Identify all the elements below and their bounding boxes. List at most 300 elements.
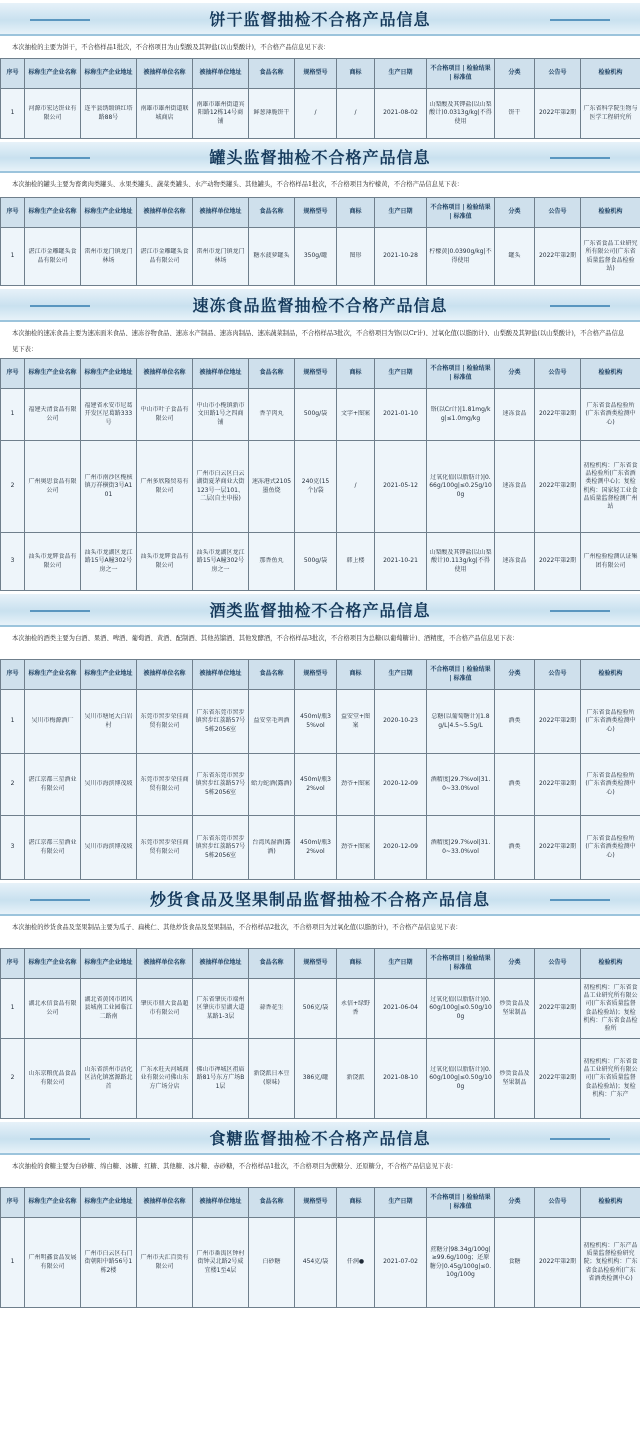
cell-text: 肇庆市鼎大食品超市有限公司	[140, 1000, 189, 1016]
cell-text: /	[354, 109, 357, 117]
table-cell	[427, 1039, 495, 1119]
table-cell	[581, 441, 640, 533]
cell-text: 南雄市雄州街道宾阳路12栋14号商铺	[196, 101, 245, 125]
table-cell	[249, 389, 295, 441]
column-header: 商标	[337, 660, 375, 690]
column-header: 被抽样单位名称	[137, 198, 193, 228]
cell-text: 2022年第2期	[538, 1074, 577, 1082]
table-cell	[495, 1039, 535, 1119]
table-cell	[1, 389, 25, 441]
cell-text: 2020-12-09	[383, 780, 418, 788]
cell-text: 湛江京都三星酒业有限公司	[28, 839, 77, 855]
section-intro: 本次抽检的罐头主要为畜禽肉类罐头、水果类罐头、蔬菜类罐头、水产动物类罐头、其他罐头，不合格样品1批次，不合格项目为柠檬黄，不合格产品信息见下表：	[12, 181, 464, 188]
cell-text: 2021-08-02	[383, 109, 418, 117]
cell-text: 广东省东莞市窖步镇窖步红荔路57号5栋2056室	[195, 772, 246, 796]
cell-text: 柠檬黄|0.0390g/kg|不得使用	[429, 248, 492, 264]
column-header: 标称生产企业名称	[25, 660, 81, 690]
table-cell	[81, 754, 137, 816]
cell-text: 劲爷+图案	[340, 780, 371, 788]
cell-text: 吴川市海滨博茂坡	[84, 843, 133, 851]
column-header: 标称生产企业地址	[81, 198, 137, 228]
table-row	[1, 979, 640, 1039]
table-cell	[535, 754, 581, 816]
cell-text: 广东省科学院生物与医学工程研究所	[583, 105, 638, 121]
cell-text: 454克/袋	[302, 1258, 329, 1266]
section-title: 酒类监督抽检不合格产品信息	[209, 601, 431, 620]
cell-text: 广州市天汇百货有限公司	[140, 1254, 189, 1270]
column-header: 食品名称	[249, 198, 295, 228]
cell-text: 1	[10, 1004, 15, 1012]
table-cell	[193, 533, 249, 591]
table-cell	[495, 228, 535, 286]
table-cell	[427, 89, 495, 139]
table-header-row	[1, 949, 640, 979]
cell-text: 益安堂毛鸡酒	[253, 717, 290, 725]
cell-text: 炒货食品及坚果制品	[499, 1070, 530, 1086]
cell-text: 广州市番禺区钟村街钟灵北路2号威宜楼1至4层	[196, 1250, 245, 1274]
column-header: 序号	[1, 198, 25, 228]
column-header: 序号	[1, 660, 25, 690]
cell-text: 2022年第2期	[538, 482, 577, 490]
cell-text: 酒精度|29.7%vol|31.0~33.0%vol	[430, 839, 491, 855]
table-cell	[535, 533, 581, 591]
column-header: 被抽样单位名称	[137, 949, 193, 979]
cell-text: 益安堂+图案	[340, 713, 371, 729]
cell-text: 那香鱼丸	[259, 557, 284, 565]
column-header: 规格型号	[295, 1188, 337, 1218]
cell-text: 雷州市龙门镇龙门林场	[84, 248, 133, 264]
table-cell	[427, 1218, 495, 1308]
cell-text: 广东省食品工业研究所有限公司(广东省质量监督食品检验站)	[583, 240, 638, 272]
cell-text: 1	[10, 717, 15, 725]
section-intro: 本次抽检的酒类主要为白酒、果酒、啤酒、葡萄酒、黄酒、配制酒、其他蒸馏酒、其他发酵酒，不合格样品3批次，不合格项目为总糖(以葡萄糖计)、酒精度，不合格产品信息见下表：	[12, 635, 519, 642]
section-intro: 本次抽检的速冻食品主要为速冻面米食品、速冻谷物食品、速冻水产制品、速冻肉制品、速冻蔬菜制品，不合格样品3批次，不合格项目为铬(以Cr计)、过氧化值(以脂肪计)、山梨酸及其钾盐(以山梨酸计)，不合格产品信息见下表：	[12, 330, 625, 353]
table-cell	[25, 533, 81, 591]
cell-text: 速冻食品	[502, 482, 527, 490]
table-cell	[337, 1039, 375, 1119]
table-cell	[427, 228, 495, 286]
table-cell	[81, 979, 137, 1039]
column-header: 标称生产企业名称	[25, 359, 81, 389]
cell-text: 过氧化值(以脂肪计)|0.60g/100g|≤0.50g/100g	[429, 996, 492, 1020]
cell-text: 1	[10, 109, 15, 117]
table-header-row	[1, 359, 640, 389]
cell-text: 酒类	[508, 780, 521, 788]
column-header: 检验机构	[581, 1188, 640, 1218]
table-row	[1, 441, 640, 533]
column-header: 分类	[495, 660, 535, 690]
cell-text: 佛山市禅城区祖庙路81号东方广场B1层	[196, 1066, 245, 1090]
section-2	[0, 139, 640, 286]
cell-text: 2	[10, 1074, 15, 1082]
cell-text: 506克/袋	[302, 1004, 329, 1012]
table-cell	[535, 441, 581, 533]
table-cell	[193, 89, 249, 139]
defect-table	[0, 948, 640, 1119]
cell-text: 饼干	[508, 109, 521, 117]
column-header: 被抽样单位名称	[137, 1188, 193, 1218]
column-header: 检验机构	[581, 198, 640, 228]
table-cell	[295, 1218, 337, 1308]
cell-text: 湖北省黄冈市团风县城南工业园临江二路南	[84, 996, 133, 1020]
table-cell	[337, 89, 375, 139]
cell-text: 湛江京都三星酒业有限公司	[28, 776, 77, 792]
table-cell	[337, 690, 375, 754]
cell-text: 初检机构：广东省食品检验所(广东省酒类检测中心)；复检机构：国家轻工业食品质量监督检测广州站	[583, 462, 638, 510]
cell-text: 中山市叶子食品有限公司	[140, 406, 189, 422]
cell-text: 1	[10, 410, 15, 418]
table-cell	[495, 690, 535, 754]
table-cell	[81, 228, 137, 286]
table-cell	[375, 89, 427, 139]
column-header: 规格型号	[295, 359, 337, 389]
table-cell	[249, 1218, 295, 1308]
cell-text: 1	[10, 1258, 15, 1266]
table-cell	[535, 228, 581, 286]
table-cell	[337, 754, 375, 816]
cell-text: 文字+图案	[340, 410, 371, 418]
column-header: 分类	[495, 949, 535, 979]
cell-text: 永信+绿野香	[340, 1000, 371, 1016]
table-cell	[249, 1039, 295, 1119]
cell-text: 铬(以Cr计)|1.81mg/kg|≤1.0mg/kg	[430, 406, 491, 422]
cell-text: 3	[10, 557, 15, 565]
cell-text: 2020-10-23	[383, 717, 418, 725]
cell-text: 350g/罐	[303, 252, 328, 260]
cell-text: 2021-01-10	[383, 410, 418, 418]
table-cell	[495, 1218, 535, 1308]
section-banner	[0, 0, 640, 36]
column-header: 不合格项目 | 检验结果 | 标准值	[427, 198, 495, 228]
column-header: 被抽样单位地址	[193, 1188, 249, 1218]
table-cell	[495, 816, 535, 880]
section-3	[0, 286, 640, 591]
table-cell	[295, 816, 337, 880]
table-cell	[81, 533, 137, 591]
table-header-row	[1, 198, 640, 228]
cell-text: 蛤力蛇酒(露酒)	[251, 780, 292, 788]
cell-text: 吴川市海滨博茂坡	[84, 780, 133, 788]
table-cell	[25, 1218, 81, 1308]
cell-text: 东莞市窖步荣佳商贸有限公司	[140, 713, 189, 729]
table-cell	[495, 389, 535, 441]
cell-text: 2020-12-09	[383, 843, 418, 851]
table-cell	[193, 754, 249, 816]
cell-text: 汕头市龙湖区龙江路15号A幢302号房之一	[84, 549, 133, 573]
table-cell	[535, 1039, 581, 1119]
table-cell	[137, 979, 193, 1039]
cell-text: 2021-07-02	[383, 1258, 418, 1266]
table-cell	[295, 89, 337, 139]
column-header: 食品名称	[249, 1188, 295, 1218]
table-cell	[137, 1218, 193, 1308]
cell-text: 吴川市塘尾大白岩村	[84, 713, 133, 729]
table-cell	[137, 89, 193, 139]
column-header: 商标	[337, 1188, 375, 1218]
column-header: 序号	[1, 59, 25, 89]
section-6	[0, 1119, 640, 1308]
table-cell	[25, 1039, 81, 1119]
cell-text: 白砂糖	[262, 1258, 281, 1266]
table-cell	[249, 533, 295, 591]
table-cell	[581, 816, 640, 880]
table-cell	[495, 979, 535, 1039]
table-cell	[193, 979, 249, 1039]
cell-text: 新饶派日本豆(原味)	[253, 1070, 290, 1086]
cell-text: 2	[10, 482, 15, 490]
cell-text: 湖北永信食品有限公司	[28, 1000, 77, 1016]
column-header: 商标	[337, 359, 375, 389]
column-header: 公告号	[535, 359, 581, 389]
table-cell	[535, 979, 581, 1039]
cell-text: 炒货食品及坚果制品	[499, 1000, 530, 1016]
cell-text: 酒精度|29.7%vol|31.0~33.0%vol	[430, 776, 491, 792]
table-cell	[375, 690, 427, 754]
cell-text: 糖水菠萝罐头	[253, 252, 290, 260]
section-intro: 本次抽检的主要为饼干，不合格样品1批次，不合格项目为山梨酸及其钾盐(以山梨酸计)，不合格产品信息见下表：	[12, 44, 330, 51]
column-header: 检验机构	[581, 59, 640, 89]
cell-text: 广东永旺天河城商业有限公司佛山东方广场分店	[140, 1066, 189, 1090]
table-cell	[337, 389, 375, 441]
table-cell	[25, 389, 81, 441]
table-cell	[295, 389, 337, 441]
cell-text: 2021-06-04	[383, 1004, 418, 1012]
column-header: 食品名称	[249, 660, 295, 690]
section-banner	[0, 139, 640, 173]
table-cell	[1, 1218, 25, 1308]
column-header: 不合格项目 | 检验结果 | 标准值	[427, 1188, 495, 1218]
column-header: 公告号	[535, 1188, 581, 1218]
cell-text: /	[314, 109, 317, 117]
column-header: 规格型号	[295, 660, 337, 690]
table-cell	[81, 690, 137, 754]
cell-text: 台湾凤湿酒(露酒)	[252, 839, 291, 855]
table-cell	[25, 441, 81, 533]
table-cell	[375, 816, 427, 880]
column-header: 分类	[495, 1188, 535, 1218]
cell-text: 湛江市金雕罐头食品有限公司	[140, 248, 189, 264]
table-cell	[375, 754, 427, 816]
cell-text: 450ml/瓶35%vol	[300, 713, 331, 729]
cell-text: 2022年第2期	[538, 252, 577, 260]
table-cell	[535, 690, 581, 754]
cell-text: 广东省食品检验所(广东省酒类检测中心)	[585, 772, 636, 796]
table-row	[1, 816, 640, 880]
table-cell	[249, 89, 295, 139]
column-header: 食品名称	[249, 59, 295, 89]
table-cell	[25, 979, 81, 1039]
table-row	[1, 89, 640, 139]
table-cell	[137, 816, 193, 880]
table-cell	[193, 228, 249, 286]
cell-text: 1	[10, 252, 15, 260]
table-cell	[427, 533, 495, 591]
table-header-row	[1, 660, 640, 690]
cell-text: 广东省东莞市窖步镇窖步红荔路57号5栋2056室	[195, 835, 246, 859]
table-cell	[427, 754, 495, 816]
table-cell	[295, 690, 337, 754]
section-1	[0, 0, 640, 139]
defect-table	[0, 197, 640, 286]
table-cell	[427, 816, 495, 880]
table-cell	[193, 690, 249, 754]
table-row	[1, 690, 640, 754]
table-cell	[25, 816, 81, 880]
column-header: 标称生产企业名称	[25, 198, 81, 228]
table-cell	[581, 979, 640, 1039]
table-cell	[535, 89, 581, 139]
column-header: 被抽样单位名称	[137, 359, 193, 389]
table-cell	[137, 533, 193, 591]
table-cell	[1, 533, 25, 591]
table-cell	[1, 1039, 25, 1119]
cell-text: 广州市白云区石门街朝阳中路56号1栋2楼	[84, 1250, 133, 1274]
cell-text: 广州多欣隆贸易有限公司	[140, 478, 189, 494]
cell-text: 总糖(以葡萄糖计)|1.8g/L|4.5~5.5g/L	[431, 713, 490, 729]
cell-text: 山梨酸及其钾盐(以山梨酸计)0.113g/kg|不得使用	[429, 549, 492, 573]
section-4	[0, 591, 640, 880]
cell-text: 香芋肉丸	[259, 410, 284, 418]
table-cell	[337, 816, 375, 880]
defect-table	[0, 58, 640, 139]
table-cell	[1, 690, 25, 754]
column-header: 生产日期	[375, 59, 427, 89]
table-cell	[295, 1039, 337, 1119]
cell-text: 2022年第2期	[538, 843, 577, 851]
column-header: 标称生产企业名称	[25, 949, 81, 979]
table-cell	[137, 754, 193, 816]
defect-table	[0, 1187, 640, 1308]
table-cell	[337, 441, 375, 533]
table-cell	[193, 816, 249, 880]
table-cell	[25, 690, 81, 754]
section-banner	[0, 591, 640, 627]
column-header: 被抽样单位名称	[137, 660, 193, 690]
table-cell	[581, 690, 640, 754]
cell-text: 初检机构：广东产品质量监督检验研究院；复检机构：广东省食品检验所(广东省酒类检测中心)	[583, 1242, 638, 1282]
column-header: 标称生产企业地址	[81, 660, 137, 690]
section-title: 速冻食品监督抽检不合格产品信息	[192, 296, 448, 315]
column-header: 生产日期	[375, 198, 427, 228]
column-header: 不合格项目 | 检验结果 | 标准值	[427, 359, 495, 389]
cell-text: 广州明鑫食品发展有限公司	[28, 1254, 77, 1270]
cell-text: 2022年第2期	[538, 1258, 577, 1266]
cell-text: 酒类	[508, 717, 521, 725]
cell-text: 2021-10-21	[383, 557, 418, 565]
cell-text: 2022年第2期	[538, 557, 577, 565]
table-cell	[581, 389, 640, 441]
column-header: 被抽样单位地址	[193, 198, 249, 228]
column-header: 被抽样单位地址	[193, 949, 249, 979]
column-header: 不合格项目 | 检验结果 | 标准值	[427, 59, 495, 89]
column-header: 标称生产企业地址	[81, 59, 137, 89]
table-row	[1, 228, 640, 286]
cell-text: 福建省永安市尼葛开发区尼葛路333号	[84, 402, 133, 426]
table-cell	[295, 441, 337, 533]
cell-text: 河源市宏达饼业有限公司	[28, 105, 77, 121]
cell-text: 速冻食品	[502, 557, 527, 565]
column-header: 标称生产企业地址	[81, 949, 137, 979]
table-cell	[375, 979, 427, 1039]
cell-text: 2021-05-12	[383, 482, 418, 490]
column-header: 商标	[337, 949, 375, 979]
table-cell	[137, 441, 193, 533]
table-cell	[295, 228, 337, 286]
cell-text: 广东省东莞市窖步镇窖步红荔路57号5栋2056室	[195, 709, 246, 733]
column-header: 规格型号	[295, 949, 337, 979]
section-title: 炒货食品及坚果制品监督抽检不合格产品信息	[149, 890, 490, 909]
table-cell	[581, 533, 640, 591]
cell-text: 广东省肇庆市端州区肇庆市星湖大道某路1-3层	[196, 996, 245, 1020]
table-cell	[81, 816, 137, 880]
cell-text: 东莞市窖步荣佳商贸有限公司	[140, 776, 189, 792]
cell-text: 山梨酸及其钾盐(以山梨酸计)0.0313g/kg|不得使用	[429, 101, 492, 125]
table-cell	[295, 533, 337, 591]
column-header: 被抽样单位名称	[137, 59, 193, 89]
column-header: 规格型号	[295, 198, 337, 228]
section-5	[0, 880, 640, 1119]
table-cell	[137, 1039, 193, 1119]
cell-text: 蔗糖分|98.34g/100g|≥99.6g/100g；还原糖分|0.45g/100g|≤0.10g/100g	[429, 1246, 492, 1278]
table-cell	[249, 228, 295, 286]
table-cell	[137, 690, 193, 754]
cell-text: 仟润●	[346, 1258, 365, 1266]
cell-text: 2022年第2期	[538, 780, 577, 788]
cell-text: 广东省食品检验所(广东省酒类检测中心)	[585, 835, 636, 859]
cell-text: 2021-08-10	[383, 1074, 418, 1082]
column-header: 被抽样单位地址	[193, 660, 249, 690]
column-header: 检验机构	[581, 359, 640, 389]
cell-text: 过氧化值(以脂肪计)|0.66g/100g|≤0.25g/100g	[429, 474, 492, 498]
cell-text: 速冻港式2105墨鱼烧	[251, 478, 292, 494]
column-header: 标称生产企业地址	[81, 359, 137, 389]
cell-text: 山东省滨州市沾化区沾化镇富源路北首	[84, 1066, 133, 1090]
table-cell	[375, 228, 427, 286]
cell-text: 2	[10, 780, 15, 788]
defect-table	[0, 358, 640, 591]
cell-text: 2021-10-28	[383, 252, 418, 260]
table-cell	[581, 89, 640, 139]
column-header: 序号	[1, 1188, 25, 1218]
table-cell	[295, 979, 337, 1039]
cell-text: 240克(15个)/袋	[301, 478, 330, 494]
section-banner	[0, 286, 640, 322]
cell-text: 韩上楼	[346, 557, 365, 565]
table-cell	[375, 533, 427, 591]
table-cell	[193, 1218, 249, 1308]
cell-text: 初检机构：广东省食品工业研究所有限公司(广东省质量监督食品检验站)；复检机构：广东省食品检验所	[583, 984, 638, 1032]
table-cell	[25, 754, 81, 816]
table-cell	[375, 389, 427, 441]
cell-text: 中山市小榄镇新市文田路1号之四商铺	[196, 402, 245, 426]
cell-text: 劲爷+图案	[340, 843, 371, 851]
table-cell	[25, 89, 81, 139]
column-header: 生产日期	[375, 949, 427, 979]
column-header: 序号	[1, 359, 25, 389]
cell-text: 450ml/瓶32%vol	[300, 776, 331, 792]
cell-text: 广州奥思食品有限公司	[28, 478, 77, 494]
cell-text: 广州市南沙区榄核镇万祥横街3号A101	[84, 474, 133, 498]
table-cell	[581, 754, 640, 816]
cell-text: 汕头市龙辉食品有限公司	[140, 553, 189, 569]
cell-text: 雷州市龙门镇龙门林场	[196, 248, 245, 264]
column-header: 标称生产企业名称	[25, 59, 81, 89]
table-cell	[581, 228, 640, 286]
defect-table	[0, 659, 640, 880]
table-cell	[1, 228, 25, 286]
table-cell	[249, 754, 295, 816]
table-row	[1, 1039, 640, 1119]
